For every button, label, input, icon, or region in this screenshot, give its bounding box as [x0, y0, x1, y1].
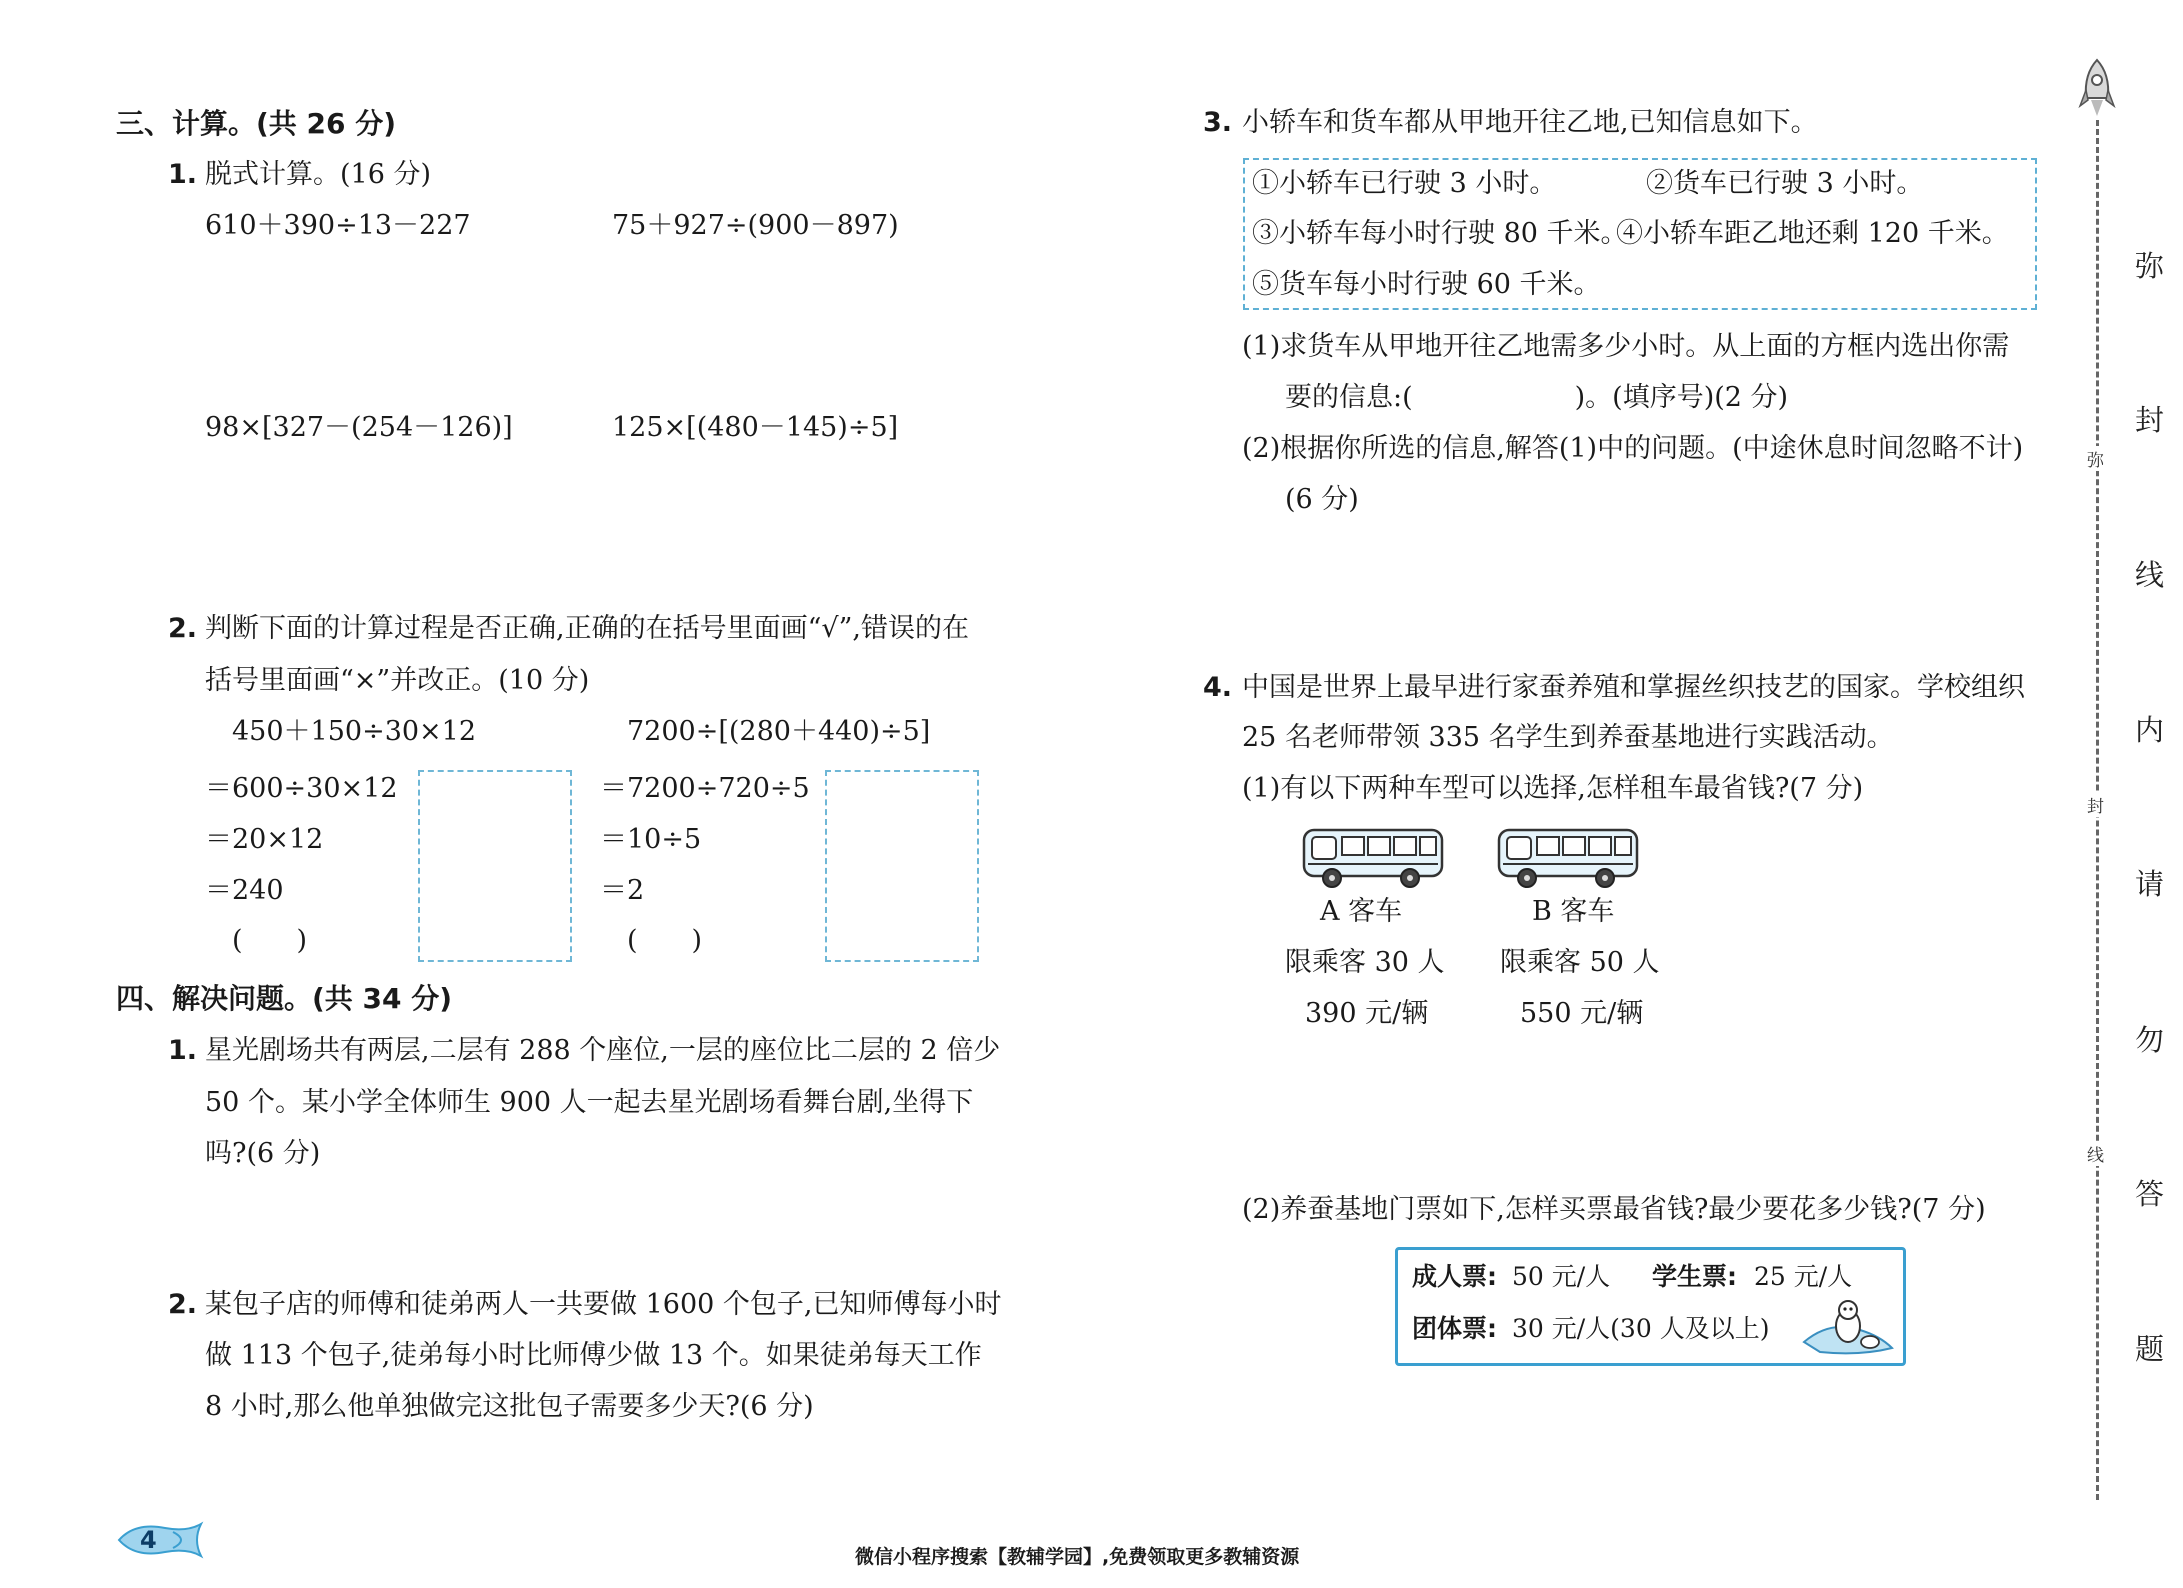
bus-a-icon — [1298, 822, 1448, 890]
seal-char-1: 弥 — [2087, 446, 2104, 471]
expression-3: 98×[327－(254－126)] — [205, 412, 513, 443]
correction-box-left[interactable] — [418, 770, 572, 962]
margin-char-7: 答 — [2135, 1177, 2165, 1211]
margin-char-2: 封 — [2135, 403, 2165, 437]
student-ticket-label: 学生票: — [1652, 1262, 1737, 1291]
group-ticket-label: 团体票: — [1412, 1314, 1497, 1343]
margin-char-3: 线 — [2135, 558, 2165, 592]
margin-char-1: 弥 — [2135, 249, 2165, 283]
calc-left-line-4: ＝240 — [205, 875, 284, 906]
q3-title: 小轿车和货车都从甲地开往乙地,已知信息如下。 — [1242, 107, 1818, 138]
bus-b-price: 550 元/辆 — [1520, 998, 1644, 1029]
footer-note: 微信小程序搜索【教辅学园】,免费领取更多教辅资源 — [855, 1546, 1300, 1568]
s4-q2-line-3: 8 小时,那么他单独做完这批包子需要多少天?(6 分) — [205, 1391, 814, 1422]
margin-char-8: 题 — [2135, 1332, 2165, 1366]
margin-char-4: 内 — [2135, 713, 2165, 747]
calc-right-line-4: ＝2 — [600, 875, 645, 906]
q3-sub1-line-1: (1)求货车从甲地开往乙地需多少小时。从上面的方框内选出你需 — [1242, 331, 2010, 362]
q3-info-3: ③小轿车每小时行驶 80 千米。 — [1252, 218, 1628, 249]
student-ticket-price: 25 元/人 — [1754, 1262, 1853, 1291]
adult-ticket-price: 50 元/人 — [1512, 1262, 1611, 1291]
page-number: 4 — [140, 1526, 157, 1554]
bus-a-capacity: 限乘客 30 人 — [1285, 947, 1445, 978]
bus-a-price: 390 元/辆 — [1305, 998, 1429, 1029]
adult-ticket-label: 成人票: — [1412, 1262, 1497, 1291]
s4-q2-number: 2. — [168, 1289, 198, 1320]
calc-right-line-1: 7200÷[(280＋440)÷5] — [627, 716, 931, 747]
q4-sub2: (2)养蚕基地门票如下,怎样买票最省钱?最少要花多少钱?(7 分) — [1242, 1194, 1986, 1225]
s4-q2-line-2: 做 113 个包子,徒弟每小时比师傅少做 13 个。如果徒弟每天工作 — [205, 1340, 982, 1371]
group-ticket-price: 30 元/人(30 人及以上) — [1512, 1314, 1770, 1343]
rocket-icon — [2078, 58, 2116, 118]
q4-line-1: 中国是世界上最早进行家蚕养殖和掌握丝织技艺的国家。学校组织 — [1242, 672, 2025, 703]
bus-b-name: B 客车 — [1532, 896, 1615, 927]
s4-q1-line-1: 星光剧场共有两层,二层有 288 个座位,一层的座位比二层的 2 倍少 — [205, 1035, 1001, 1066]
calc-left-line-3: ＝20×12 — [205, 824, 324, 855]
correction-box-right[interactable] — [825, 770, 979, 962]
s4-q2-line-1: 某包子店的师傅和徒弟两人一共要做 1600 个包子,已知师傅每小时 — [205, 1289, 1002, 1320]
expression-1: 610＋390÷13－227 — [205, 210, 471, 241]
bus-b-capacity: 限乘客 50 人 — [1500, 947, 1660, 978]
page-number-badge-icon — [115, 1518, 205, 1562]
q3-info-4: ④小轿车距乙地还剩 120 千米。 — [1616, 218, 2009, 249]
expression-4: 125×[(480－145)÷5] — [612, 412, 899, 443]
q2-line-2: 括号里面画“×”并改正。(10 分) — [205, 665, 590, 696]
calc-left-line-1: 450＋150÷30×12 — [232, 716, 477, 747]
q3-info-5: ⑤货车每小时行驶 60 千米。 — [1252, 269, 1601, 300]
q4-number: 4. — [1203, 672, 1233, 703]
s4-q1-line-2: 50 个。某小学全体师生 900 人一起去星光剧场看舞台剧,坐得下 — [205, 1087, 974, 1118]
s4-q1-line-3: 吗?(6 分) — [205, 1138, 321, 1169]
calc-right-line-3: ＝10÷5 — [600, 824, 702, 855]
q3-sub2-line-2: (6 分) — [1285, 484, 1359, 515]
q1-title: 脱式计算。(16 分) — [205, 159, 432, 190]
expression-2: 75＋927÷(900－897) — [612, 210, 899, 241]
seal-char-2: 封 — [2087, 792, 2104, 817]
seal-char-3: 线 — [2087, 1141, 2104, 1166]
bus-a-name: A 客车 — [1320, 896, 1403, 927]
q3-number: 3. — [1203, 107, 1233, 138]
q4-line-2: 25 名老师带领 335 名学生到养蚕基地进行实践活动。 — [1242, 722, 1894, 753]
q4-sub1: (1)有以下两种车型可以选择,怎样租车最省钱?(7 分) — [1242, 773, 1864, 804]
judge-bracket-left[interactable]: ( ) — [232, 925, 308, 956]
q1-number: 1. — [168, 159, 198, 190]
silkworm-icon — [1800, 1290, 1895, 1358]
calc-left-line-2: ＝600÷30×12 — [205, 773, 398, 804]
section-4-title: 四、解决问题。(共 34 分) — [116, 982, 453, 1015]
calc-right-line-2: ＝7200÷720÷5 — [600, 773, 810, 804]
q2-line-1: 判断下面的计算过程是否正确,正确的在括号里面画“√”,错误的在 — [205, 613, 969, 644]
margin-char-6: 勿 — [2135, 1023, 2165, 1057]
bus-b-icon — [1493, 822, 1643, 890]
q3-info-2: ②货车已行驶 3 小时。 — [1646, 168, 1924, 199]
margin-char-5: 请 — [2135, 867, 2165, 901]
judge-bracket-right[interactable]: ( ) — [627, 925, 703, 956]
section-3-title: 三、计算。(共 26 分) — [116, 107, 397, 140]
q3-info-1: ①小轿车已行驶 3 小时。 — [1252, 168, 1557, 199]
q2-number: 2. — [168, 613, 198, 644]
q3-sub2-line-1: (2)根据你所选的信息,解答(1)中的问题。(中途休息时间忽略不计) — [1242, 433, 2024, 464]
q3-sub1-line-2[interactable]: 要的信息:( )。(填序号)(2 分) — [1285, 382, 1789, 413]
s4-q1-number: 1. — [168, 1035, 198, 1066]
